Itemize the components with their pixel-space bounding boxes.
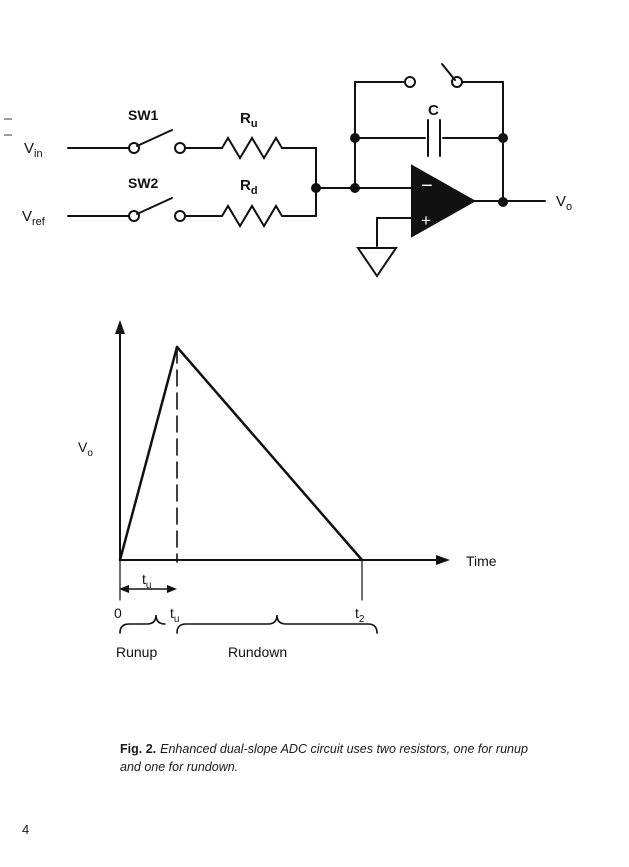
sw1-terminal-left — [129, 143, 139, 153]
label-vin: $V_{in}$ — [24, 140, 43, 160]
node-dot-summing — [311, 183, 321, 193]
figure-caption — [120, 740, 540, 776]
sw2-terminal-right — [175, 211, 185, 221]
label-opamp-inverting: − — [421, 175, 433, 197]
brace-runup — [120, 615, 165, 633]
brace-label-runup: Runup — [116, 644, 158, 660]
waveform-plot — [0, 300, 629, 660]
sw2-blade — [137, 198, 172, 214]
sw1-terminal-right — [175, 143, 185, 153]
tu-interval-arrow-right — [167, 585, 177, 593]
x-axis-arrow — [436, 555, 450, 565]
label-sw2: SW2 — [128, 175, 159, 191]
rundown-slope — [177, 347, 362, 560]
label-vref: $V_{ref}$ — [22, 208, 45, 228]
sw2-terminal-left — [129, 211, 139, 221]
brace-rundown — [177, 615, 377, 633]
label-vout: $V_o$ — [556, 193, 573, 213]
brace-label-rundown: Rundown — [228, 644, 288, 660]
sw1-blade — [137, 130, 172, 146]
resistor-ru — [222, 138, 282, 158]
tick-label-tu: $t_u$ — [170, 605, 180, 625]
tick-label-zero: 0 — [114, 605, 122, 621]
y-axis-label: $V_o$ — [78, 439, 93, 459]
label-opamp-noninverting: + — [421, 211, 431, 230]
reset-switch-blade — [442, 64, 455, 80]
y-axis-arrow — [115, 320, 125, 334]
figure-caption-label: Fig. 2. — [120, 742, 157, 756]
label-rd: $R_d$ — [240, 177, 258, 197]
label-sw1: SW1 — [128, 107, 159, 123]
tu-interval-label: $t_u$ — [142, 571, 152, 591]
x-axis-label: Time — [466, 553, 497, 569]
page-number: 4 — [22, 822, 30, 837]
circuit-diagram — [0, 20, 629, 280]
figure-caption-text: Enhanced dual-slope ADC circuit uses two resistors, one for runup and one for rundown. — [120, 742, 528, 775]
resistor-rd — [222, 206, 282, 226]
tick-label-t2: $t_2$ — [355, 605, 365, 625]
runup-slope — [120, 347, 177, 560]
label-ru: $R_u$ — [240, 110, 258, 130]
label-capacitor: C — [428, 102, 439, 119]
reset-switch-terminal-left — [405, 77, 415, 87]
ground-symbol — [358, 248, 396, 276]
